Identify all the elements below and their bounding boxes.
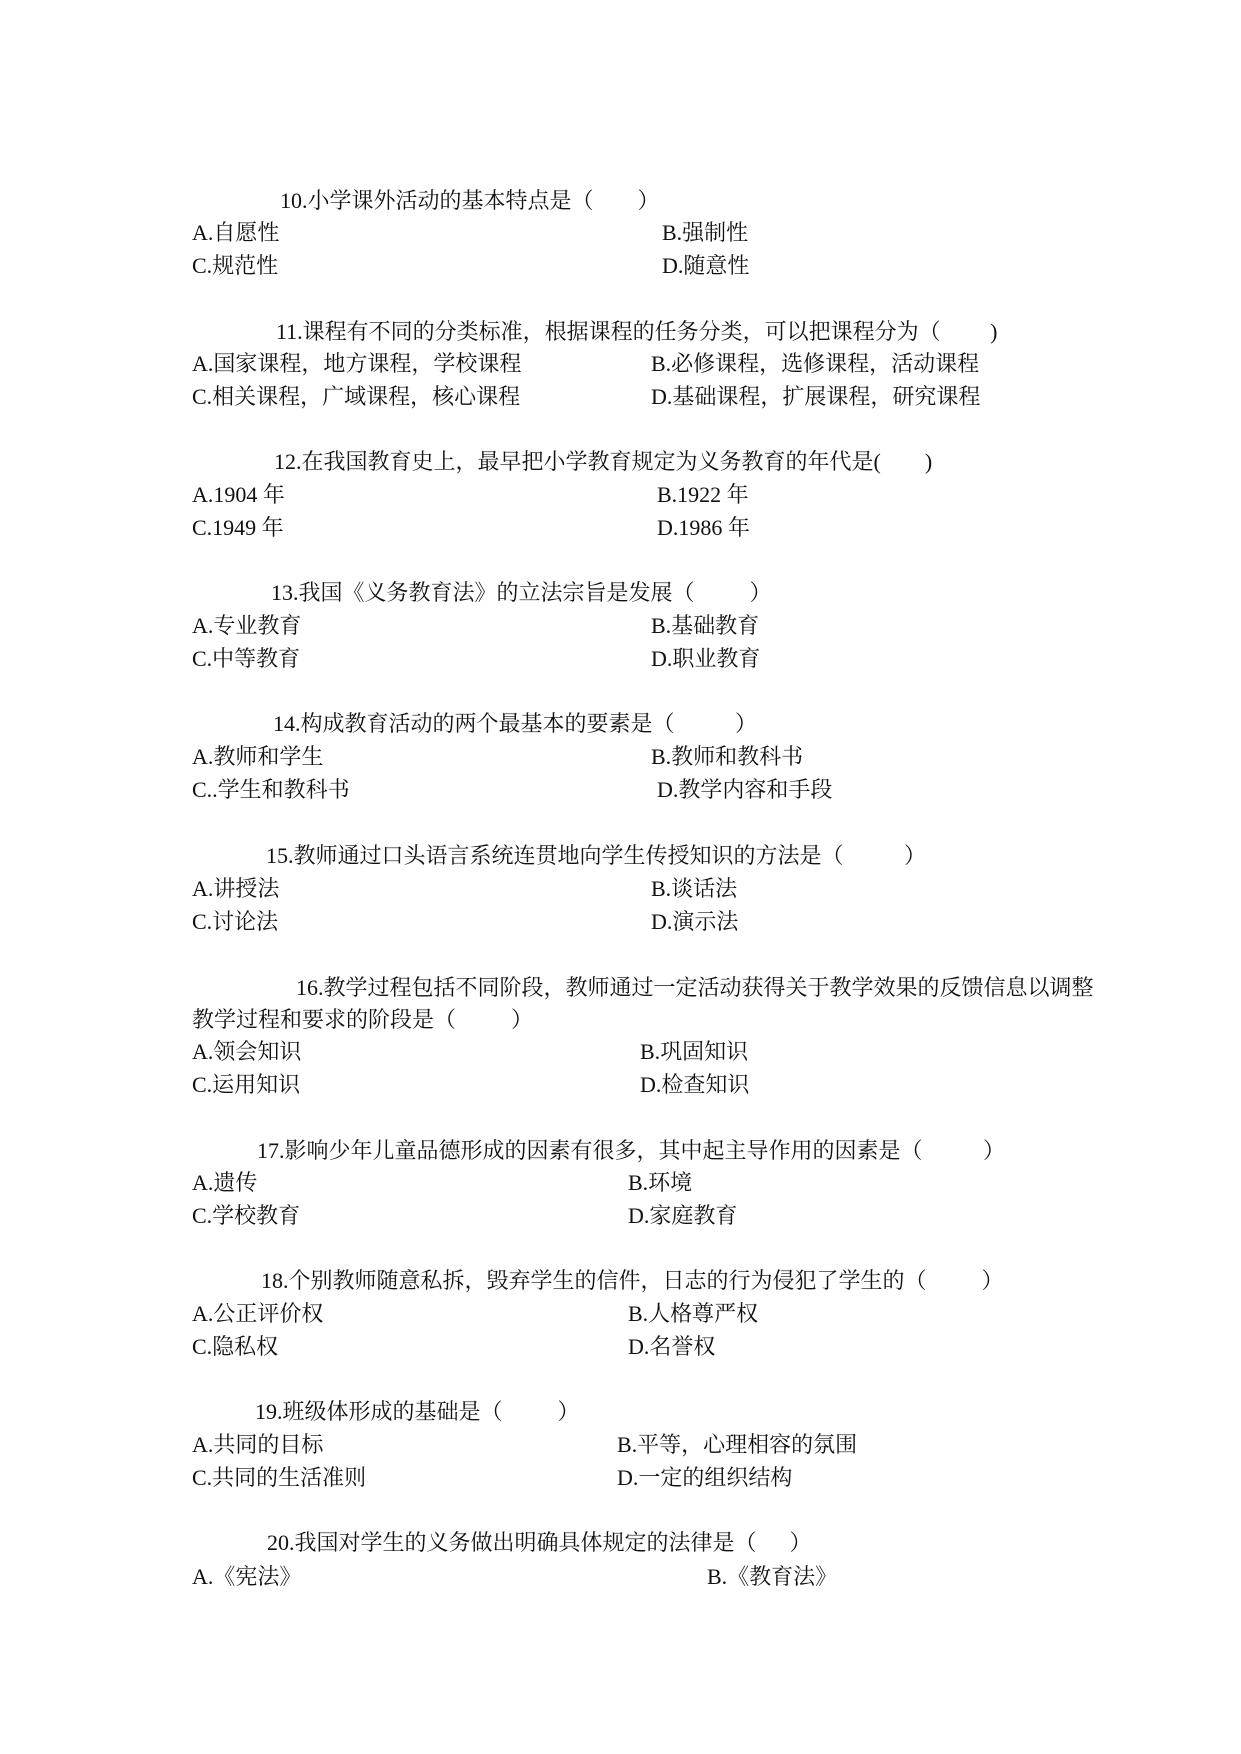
- question-15-option-b: B.谈话法: [651, 876, 738, 901]
- question-20-option-b: B.《教育法》: [707, 1564, 838, 1589]
- question-20-stem: 20.我国对学生的义务做出明确具体规定的法律是（ ）: [267, 1530, 812, 1555]
- question-10-stem: 10.小学课外活动的基本特点是（ ）: [280, 188, 660, 213]
- question-11-stem: 11.课程有不同的分类标准，根据课程的任务分类，可以把课程分为（ ): [276, 319, 998, 344]
- question-16-option-d: D.检查知识: [640, 1072, 750, 1097]
- question-16-option-b: B.巩固知识: [640, 1039, 749, 1064]
- question-15-option-a: A.讲授法: [192, 876, 280, 901]
- question-11-option-d: D.基础课程，扩展课程，研究课程: [651, 384, 981, 409]
- question-10-option-a: A.自愿性: [192, 220, 280, 245]
- question-12-option-c: C.1949 年: [192, 515, 284, 540]
- question-19-option-d: D.一定的组织结构: [617, 1465, 793, 1490]
- question-18-option-c: C.隐私权: [192, 1334, 279, 1359]
- question-11-option-a: A.国家课程，地方课程，学校课程: [192, 351, 522, 376]
- question-10-option-d: D.随意性: [662, 253, 750, 278]
- question-15-option-c: C.讨论法: [192, 909, 279, 934]
- question-16-stem-line2: 教学过程和要求的阶段是（ ）: [192, 1007, 534, 1032]
- question-16-stem: 16.教学过程包括不同阶段，教师通过一定活动获得关于教学效果的反馈信息以调整: [296, 975, 1094, 1000]
- question-13-stem: 13.我国《义务教育法》的立法宗旨是发展（ ）: [271, 580, 772, 605]
- question-16-option-c: C.运用知识: [192, 1072, 301, 1097]
- question-12-option-a: A.1904 年: [192, 482, 285, 507]
- question-14-option-b: B.教师和教科书: [651, 744, 804, 769]
- question-19-stem: 19.班级体形成的基础是（ ）: [255, 1399, 580, 1424]
- question-13-option-a: A.专业教育: [192, 613, 302, 638]
- question-13-option-c: C.中等教育: [192, 646, 301, 671]
- question-19-option-a: A.共同的目标: [192, 1432, 324, 1457]
- question-13-option-b: B.基础教育: [651, 613, 760, 638]
- question-14-option-c: C..学生和教科书: [192, 777, 350, 802]
- question-13-option-d: D.职业教育: [651, 646, 761, 671]
- question-17-option-a: A.遗传: [192, 1170, 258, 1195]
- question-12-option-b: B.1922 年: [657, 482, 749, 507]
- question-17-option-b: B.环境: [628, 1170, 693, 1195]
- question-14-option-d: D.教学内容和手段: [657, 777, 833, 802]
- question-19-option-c: C.共同的生活准则: [192, 1465, 367, 1490]
- question-14-stem: 14.构成教育活动的两个最基本的要素是（ ）: [273, 711, 758, 736]
- question-15-stem: 15.教师通过口头语言系统连贯地向学生传授知识的方法是（ ）: [266, 843, 927, 868]
- question-18-stem: 18.个别教师随意私拆，毁弃学生的信件，日志的行为侵犯了学生的（ ）: [261, 1268, 1004, 1293]
- question-11-option-b: B.必修课程，选修课程，活动课程: [651, 351, 980, 376]
- question-10-option-b: B.强制性: [662, 220, 749, 245]
- question-17-option-d: D.家庭教育: [628, 1203, 738, 1228]
- question-15-option-d: D.演示法: [651, 909, 739, 934]
- question-20-option-a: A.《宪法》: [192, 1564, 302, 1589]
- question-10-option-c: C.规范性: [192, 253, 279, 278]
- question-11-option-c: C.相关课程，广域课程，核心课程: [192, 384, 521, 409]
- question-14-option-a: A.教师和学生: [192, 744, 324, 769]
- question-16-option-a: A.领会知识: [192, 1039, 302, 1064]
- question-12-option-d: D.1986 年: [657, 515, 750, 540]
- question-19-option-b: B.平等，心理相容的氛围: [617, 1432, 858, 1457]
- question-18-option-d: D.名誉权: [628, 1334, 716, 1359]
- question-18-option-a: A.公正评价权: [192, 1301, 324, 1326]
- question-12-stem: 12.在我国教育史上，最早把小学教育规定为义务教育的年代是( ): [274, 449, 933, 474]
- question-18-option-b: B.人格尊严权: [628, 1301, 759, 1326]
- question-17-stem: 17.影响少年儿童品德形成的因素有很多，其中起主导作用的因素是（ ）: [257, 1138, 1006, 1163]
- question-17-option-c: C.学校教育: [192, 1203, 301, 1228]
